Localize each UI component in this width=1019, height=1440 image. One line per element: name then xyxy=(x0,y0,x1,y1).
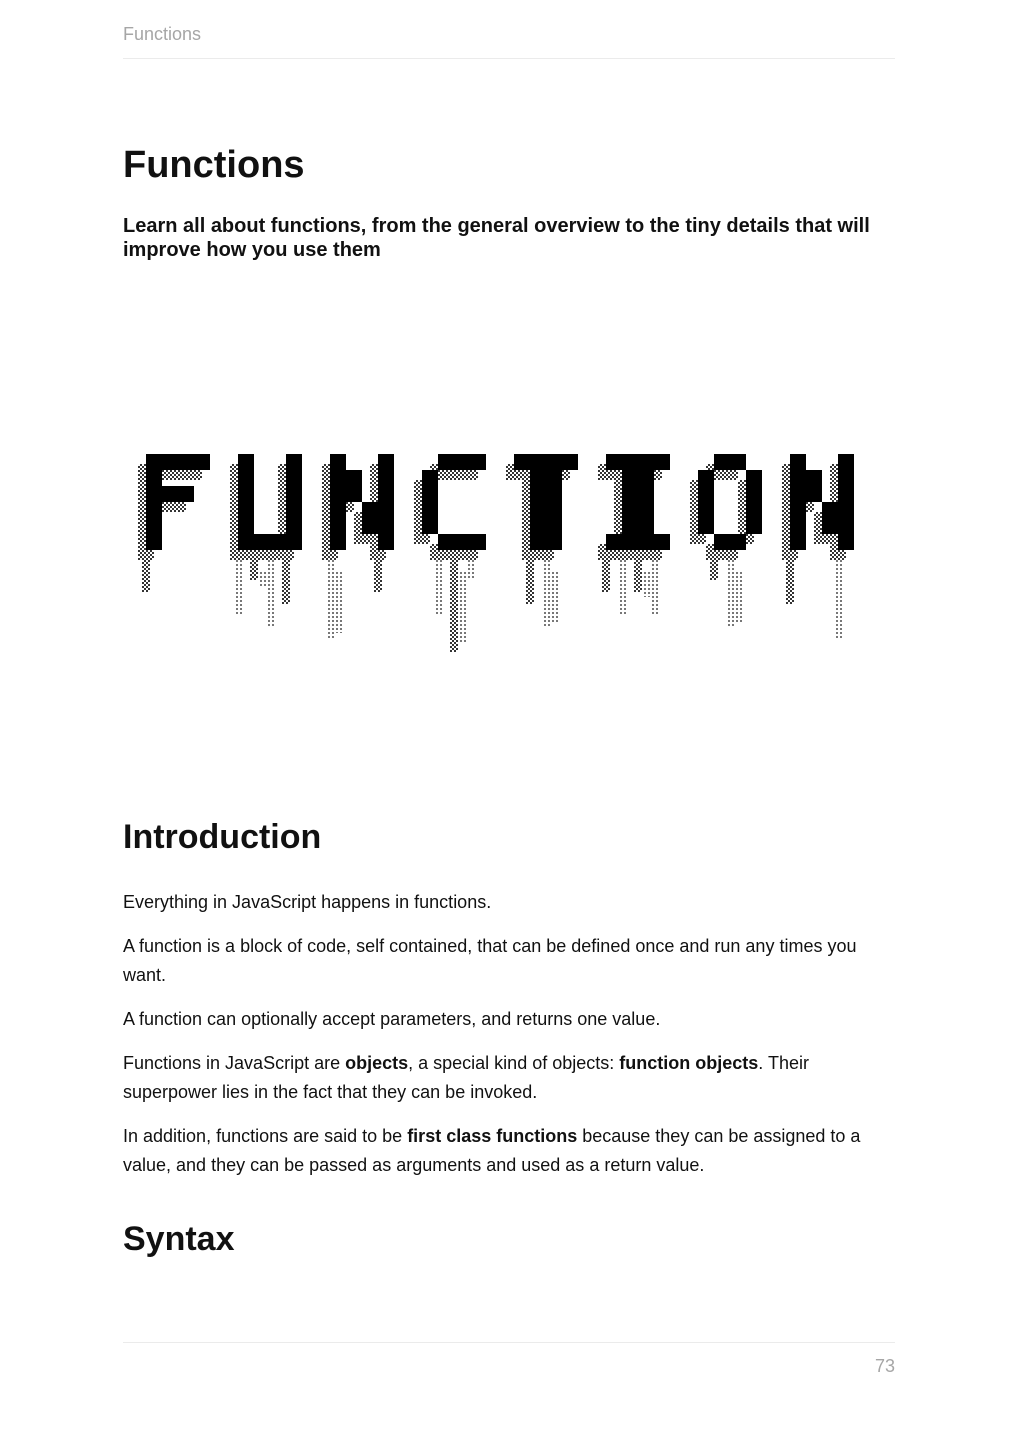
banner-letter-pixel xyxy=(530,534,546,550)
intro-paragraph-3: A function can optionally accept parameters, and returns one value. xyxy=(123,1009,661,1029)
banner-letter-pixel xyxy=(146,486,162,502)
banner-letter-pixel xyxy=(378,534,394,550)
banner-letter-pixel xyxy=(622,470,638,486)
banner-letter-pixel xyxy=(698,486,714,502)
banner-letter-pixel xyxy=(162,454,178,470)
banner-letter-pixel xyxy=(378,454,394,470)
banner-letter-pixel xyxy=(638,470,654,486)
banner-letter-pixel xyxy=(638,534,654,550)
bold-term-function-objects: function objects xyxy=(619,1053,759,1073)
banner-letter-pixel xyxy=(822,502,838,518)
banner-drip xyxy=(374,556,382,592)
banner-letter-pixel xyxy=(790,470,806,486)
banner-letter-pixel xyxy=(146,502,162,518)
syntax-heading: Syntax xyxy=(123,1220,235,1258)
banner-letter-pixel xyxy=(822,518,838,534)
banner-letter-pixel xyxy=(178,486,194,502)
banner-drip xyxy=(786,556,794,604)
banner-letter-pixel xyxy=(730,534,746,550)
banner-letter-pixel xyxy=(746,502,762,518)
banner-drip xyxy=(526,556,534,604)
banner-letter-pixel xyxy=(790,502,806,518)
banner-letter-pixel xyxy=(790,454,806,470)
banner-drip xyxy=(542,556,550,628)
intro-paragraph-4 xyxy=(123,1049,895,1107)
footer-divider xyxy=(123,1342,895,1343)
page-number: 73 xyxy=(874,1356,895,1376)
introduction-heading: Introduction xyxy=(123,818,322,856)
banner-letter-pixel xyxy=(286,454,302,470)
banner-letter-pixel xyxy=(622,534,638,550)
banner-letter-pixel xyxy=(422,502,438,518)
intro-paragraph-1: Everything in JavaScript happens in functions. xyxy=(123,892,492,912)
banner-letter-pixel xyxy=(806,470,822,486)
banner-drip xyxy=(644,570,650,597)
banner-letter-pixel xyxy=(378,518,394,534)
banner-letter-pixel xyxy=(838,502,854,518)
intro-paragraph-5 xyxy=(123,1122,895,1180)
banner-letter-pixel xyxy=(838,486,854,502)
banner-letter-pixel xyxy=(146,518,162,534)
banner-drip xyxy=(650,556,658,616)
banner-letter-pixel xyxy=(546,470,562,486)
banner-drip xyxy=(552,570,558,624)
banner-letter-pixel xyxy=(746,470,762,486)
banner-letter-pixel xyxy=(838,534,854,550)
banner-letter-pixel xyxy=(270,534,286,550)
banner-letter-pixel xyxy=(838,518,854,534)
banner-letter-pixel xyxy=(194,454,210,470)
text-run: . Their superpower lies in the fact that they can be invoked. xyxy=(123,1053,809,1102)
banner-letter-pixel xyxy=(654,534,670,550)
banner-letter-pixel xyxy=(514,454,530,470)
banner-letter-pixel xyxy=(238,486,254,502)
banner-letter-pixel xyxy=(454,454,470,470)
banner-letter-pixel xyxy=(330,518,346,534)
banner-letter-pixel xyxy=(146,470,162,486)
intro-paragraph-2: A function is a block of code, self contained, that can be defined once and run any times you want. xyxy=(123,936,857,985)
banner-drip xyxy=(602,556,610,592)
banner-drip xyxy=(326,556,334,640)
banner-drip xyxy=(726,556,734,628)
banner-drip xyxy=(450,556,458,652)
banner-letter-pixel xyxy=(470,534,486,550)
banner-letter-pixel xyxy=(790,534,806,550)
banner-drip xyxy=(834,556,842,640)
banner-letter-pixel xyxy=(422,470,438,486)
banner-drip xyxy=(460,570,466,642)
banner-letter-pixel xyxy=(362,518,378,534)
banner-letter-pixel xyxy=(378,486,394,502)
banner-letter-pixel xyxy=(562,454,578,470)
banner-letter-pixel xyxy=(286,518,302,534)
banner-drip xyxy=(260,570,266,588)
banner-letter-pixel xyxy=(362,502,378,518)
banner-letter-pixel xyxy=(622,486,638,502)
banner-letter-pixel xyxy=(838,470,854,486)
header-divider xyxy=(123,58,895,59)
page-subtitle: Learn all about functions, from the general overview to the tiny details that will improve how you use them xyxy=(123,215,870,261)
banner-letter-pixel xyxy=(698,502,714,518)
banner-drip xyxy=(336,570,342,633)
text-run: , a special kind of objects: xyxy=(408,1053,620,1073)
banner-letter-pixel xyxy=(622,502,638,518)
bold-term-objects: objects xyxy=(345,1053,409,1073)
banner-letter-pixel xyxy=(622,454,638,470)
banner-drip xyxy=(266,556,274,628)
banner-letter-pixel xyxy=(438,534,454,550)
banner-letter-pixel xyxy=(546,534,562,550)
banner-letter-pixel xyxy=(346,470,362,486)
function-banner-image xyxy=(132,440,882,670)
banner-drip xyxy=(142,556,150,592)
banner-letter-pixel xyxy=(238,454,254,470)
banner-letter-pixel xyxy=(838,454,854,470)
banner-letter-pixel xyxy=(546,486,562,502)
banner-letter-pixel xyxy=(714,454,730,470)
text-run: because they can be assigned to a value, and they can be passed as arguments and used as a return value. xyxy=(123,1126,861,1175)
banner-letter-pixel xyxy=(714,534,730,550)
banner-drip xyxy=(434,556,442,616)
banner-letter-pixel xyxy=(286,534,302,550)
banner-letter-pixel xyxy=(698,470,714,486)
bold-term-first-class-functions: first class functions xyxy=(407,1126,578,1146)
introduction-body xyxy=(123,888,895,1195)
banner-letter-pixel xyxy=(470,454,486,470)
banner-letter-pixel xyxy=(146,534,162,550)
banner-letter-pixel xyxy=(530,502,546,518)
banner-letter-pixel xyxy=(606,454,622,470)
banner-drip xyxy=(634,556,642,592)
banner-letter-pixel xyxy=(530,518,546,534)
banner-letter-pixel xyxy=(238,470,254,486)
banner-letter-pixel xyxy=(698,518,714,534)
banner-letter-pixel xyxy=(330,486,346,502)
banner-letter-pixel xyxy=(546,454,562,470)
banner-letter-pixel xyxy=(146,454,162,470)
banner-letter-pixel xyxy=(346,486,362,502)
banner-drip xyxy=(736,570,742,624)
banner-letter-pixel xyxy=(378,470,394,486)
banner-letter-pixel xyxy=(330,470,346,486)
banner-letter-pixel xyxy=(746,486,762,502)
banner-letter-pixel xyxy=(330,502,346,518)
banner-letter-pixel xyxy=(806,486,822,502)
running-header: Functions xyxy=(123,24,202,44)
banner-letter-pixel xyxy=(638,454,654,470)
banner-letter-pixel xyxy=(254,534,270,550)
banner-letter-pixel xyxy=(438,454,454,470)
banner-letter-pixel xyxy=(178,454,194,470)
banner-letter-pixel xyxy=(454,534,470,550)
banner-letter-pixel xyxy=(530,470,546,486)
banner-letter-pixel xyxy=(422,518,438,534)
banner-letter-pixel xyxy=(330,534,346,550)
banner-letter-pixel xyxy=(638,486,654,502)
banner-letter-pixel xyxy=(654,454,670,470)
banner-letter-pixel xyxy=(622,518,638,534)
banner-letter-pixel xyxy=(162,486,178,502)
banner-letter-pixel xyxy=(378,502,394,518)
banner-letter-pixel xyxy=(546,502,562,518)
banner-letter-pixel xyxy=(286,470,302,486)
banner-letter-pixel xyxy=(790,486,806,502)
banner-letter-pixel xyxy=(530,454,546,470)
banner-letter-pixel xyxy=(730,454,746,470)
banner-drip xyxy=(234,556,242,616)
banner-letter-pixel xyxy=(286,502,302,518)
banner-letter-pixel xyxy=(746,518,762,534)
banner-letter-pixel xyxy=(238,534,254,550)
banner-letter-pixel xyxy=(238,518,254,534)
banner-letter-pixel xyxy=(330,454,346,470)
banner-letter-pixel xyxy=(422,486,438,502)
banner-letter-pixel xyxy=(638,502,654,518)
banner-letter-pixel xyxy=(546,518,562,534)
banner-letter-pixel xyxy=(530,486,546,502)
banner-drip xyxy=(618,556,626,616)
banner-drip xyxy=(282,556,290,604)
banner-letter-pixel xyxy=(238,502,254,518)
page-title: Functions xyxy=(123,144,305,186)
text-run: In addition, functions are said to be xyxy=(123,1126,408,1146)
banner-letter-pixel xyxy=(790,518,806,534)
banner-letter-pixel xyxy=(638,518,654,534)
banner-letter-pixel xyxy=(606,534,622,550)
banner-letter-pixel xyxy=(286,486,302,502)
text-run: Functions in JavaScript are xyxy=(123,1053,346,1073)
